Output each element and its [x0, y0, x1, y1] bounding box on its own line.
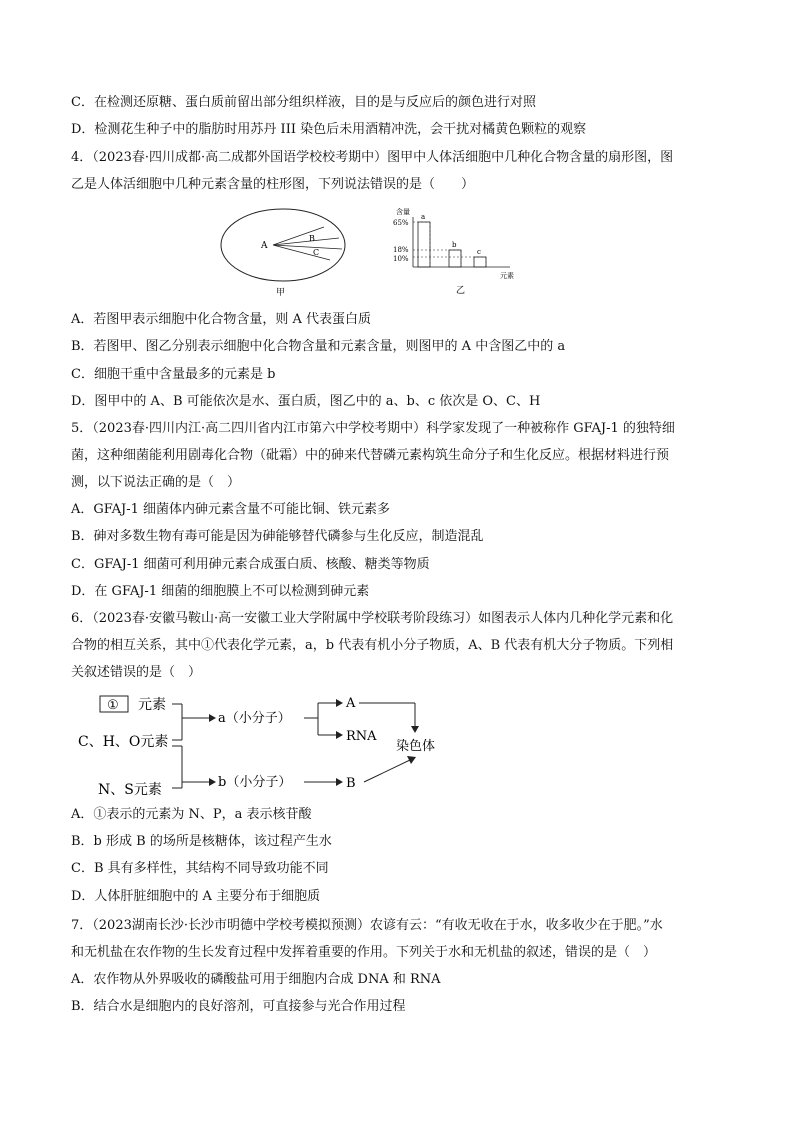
q6-stem-line1: 6．（2023春·安徽马鞍山·高一安徽工业大学附属中学校联考阶段练习）如图表示人体内几种化学元素和化 [71, 611, 674, 626]
q6-option-b: B．b 形成 B 的场所是核糖体，该过程产生水 [71, 834, 332, 849]
q7-option-a: A．农作物从外界吸收的磷酸盐可用于细胞内合成 DNA 和 RNA [71, 972, 441, 987]
q6-diagram [74, 690, 454, 802]
q4-stem-line1: 4．（2023春·四川成都·高二成都外国语学校校考期中）图甲中人体活细胞中几种化合物含量的扇形图，图 [71, 150, 674, 165]
q6-option-a: A．①表示的元素为 N、P，a 表示核苷酸 [71, 807, 312, 822]
q6-stem-line2: 合物的相互关系，其中①代表化学元素，a，b 代表有机小分子物质，A、B 代表有机大分子物质。下列相 [71, 638, 674, 653]
diagram-chromosome: 染色体 [396, 739, 436, 754]
q5-option-a: A．GFAJ-1 细菌体内砷元素含量不可能比铜、铁元素多 [71, 502, 391, 517]
bar-b [449, 250, 461, 267]
diagram-A: A [346, 696, 356, 711]
q5-option-c: C．GFAJ-1 细菌可利用砷元素合成蛋白质、核酸、糖类等物质 [71, 557, 430, 572]
q6-option-c: C．B 具有多样性，其结构不同导致功能不同 [71, 861, 329, 876]
q3-option-c: C．在检测还原糖、蛋白质前留出部分组织样液，目的是与反应后的颜色进行对照 [71, 95, 536, 110]
diagram-B: B [346, 776, 356, 791]
pie-label-c: C [313, 248, 320, 257]
caption-yi: 乙 [456, 286, 466, 296]
bar-a [418, 222, 430, 267]
bar-label-b: b [452, 241, 457, 249]
bar-c [474, 257, 486, 267]
pie-chart-jia [221, 209, 345, 298]
q5-stem-line1: 5．（2023春·四川内江·高二四川省内江市第六中学校考期中）科学家发现了一种被称作 GFAJ-1 的独特细 [71, 421, 675, 436]
q6-stem-line3: 关叙述错误的是（ ） [71, 665, 202, 680]
diagram-elem2: C、H、O元素 [78, 734, 169, 750]
diagram-a: a（小分子） [218, 711, 291, 726]
q4-option-a: A．若图甲表示细胞中化合物含量，则 A 代表蛋白质 [71, 312, 372, 327]
q5-option-b: B．砷对多数生物有毒可能是因为砷能够替代磷参与生化反应，制造混乱 [71, 529, 484, 544]
diagram-elem3: N、S元素 [98, 782, 162, 798]
q4-option-b: B．若图甲、图乙分别表示细胞中化合物含量和元素含量，则图甲的 A 中含图乙中的 a [71, 339, 566, 354]
diagram-rna: RNA [346, 729, 377, 744]
diagram-box-label: ① [107, 698, 119, 713]
q4-stem-line2: 乙是人体活细胞中几种元素含量的柱形图，下列说法错误的是（ ） [71, 177, 475, 192]
q3-option-d: D．检测花生种子中的脂肪时用苏丹 III 染色后未用酒精冲洗，会干扰对橘黄色颗粒的观察 [71, 122, 587, 137]
q7-stem-line2: 和无机盐在农作物的生长发育过程中发挥着重要的作用。下列关于水和无机盐的叙述，错误的是（ ） [71, 945, 657, 960]
tick-18: 18% [393, 246, 409, 254]
tick-65: 65% [393, 219, 409, 227]
diagram-elem1: 元素 [138, 697, 166, 713]
q7-option-b: B．结合水是细胞内的良好溶剂，可直接参与光合作用过程 [71, 999, 406, 1014]
axis-label-y: 含量 [396, 208, 410, 216]
q4-option-d: D．图甲中的 A、B 可能依次是水、蛋白质，图乙中的 a、b、c 依次是 O、C、H [71, 394, 541, 409]
q6-option-d: D．人体肝脏细胞中的 A 主要分布于细胞质 [71, 889, 321, 904]
q4-option-c: C．细胞干重中含量最多的元素是 b [71, 367, 276, 382]
bar-chart-yi [393, 207, 514, 296]
caption-jia: 甲 [276, 288, 286, 298]
bar-label-a: a [421, 213, 426, 221]
bar-label-c: c [477, 248, 481, 256]
q5-stem-line3: 测，以下说法正确的是（ ） [71, 475, 241, 490]
pie-label-a: A [261, 241, 268, 251]
axis-label-x: 元素 [500, 272, 514, 280]
q5-option-d: D．在 GFAJ-1 细菌的细胞膜上不可以检测到砷元素 [71, 584, 370, 599]
tick-10: 10% [393, 255, 409, 263]
diagram-b: b（小分子） [218, 775, 292, 790]
q5-stem-line2: 菌，这种细菌能利用剧毒化合物（砒霜）中的砷来代替磷元素构筑生命分子和生化反应。根据材料进行预 [71, 448, 670, 463]
q4-figures [218, 205, 548, 301]
q7-stem-line1: 7．（2023湖南长沙·长沙市明德中学校考模拟预测）农谚有云：“有收无收在于水，收多收少在于肥。”水 [71, 918, 663, 933]
pie-label-b: B [309, 234, 315, 243]
